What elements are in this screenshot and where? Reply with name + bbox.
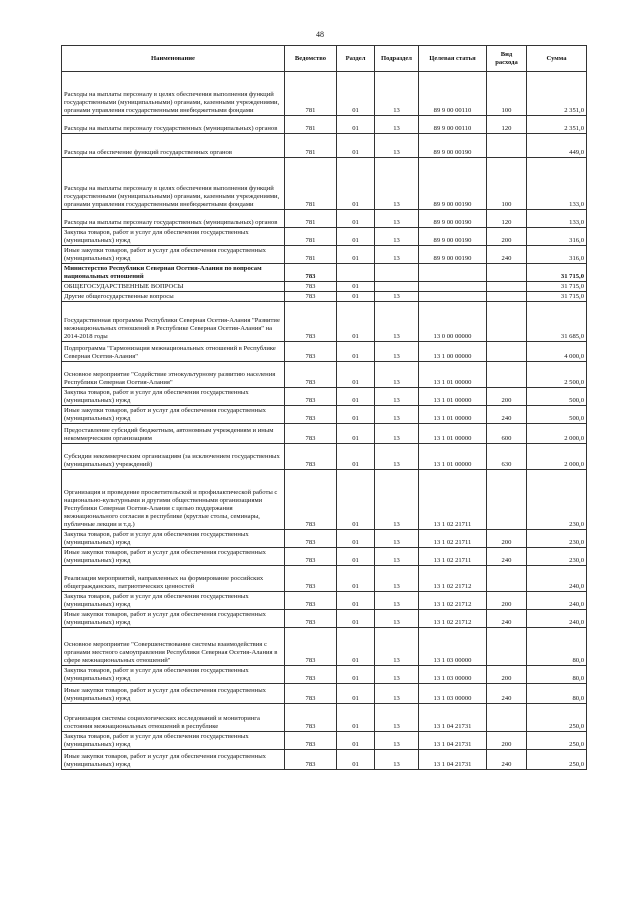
cell-code: 13 1 02 21711	[419, 470, 487, 530]
table-row	[62, 134, 587, 158]
cell-dept: 783	[285, 666, 337, 684]
cell-dept: 783	[285, 566, 337, 592]
cell-vid: 630	[487, 444, 527, 470]
cell-sub: 13	[375, 388, 419, 406]
cell-dept: 783	[285, 530, 337, 548]
cell-sum: 230,0	[527, 470, 587, 530]
cell-sum: 2 351,0	[527, 116, 587, 134]
cell-sum: 31 715,0	[527, 292, 587, 302]
cell-code: 13 1 03 00000	[419, 628, 487, 666]
cell-sum: 240,0	[527, 610, 587, 628]
cell-dept: 783	[285, 264, 337, 282]
cell-dept: 783	[285, 388, 337, 406]
header-dept: Ведомство	[285, 46, 337, 72]
cell-dept: 781	[285, 134, 337, 158]
cell-sec: 01	[337, 566, 375, 592]
cell-sum: 250,0	[527, 732, 587, 750]
cell-dept: 781	[285, 210, 337, 228]
cell-sum: 133,0	[527, 210, 587, 228]
cell-sub: 13	[375, 592, 419, 610]
cell-code: 13 1 03 00000	[419, 684, 487, 704]
cell-sec: 01	[337, 628, 375, 666]
cell-sum: 316,0	[527, 228, 587, 246]
table-row	[62, 530, 587, 548]
cell-dept: 783	[285, 548, 337, 566]
cell-sub: 13	[375, 732, 419, 750]
cell-sum: 449,0	[527, 134, 587, 158]
cell-vid: 200	[487, 592, 527, 610]
cell-sec: 01	[337, 470, 375, 530]
table-row	[62, 684, 587, 704]
table-row	[62, 548, 587, 566]
cell-vid	[487, 628, 527, 666]
header-name: Наименование	[62, 46, 285, 72]
cell-dept: 781	[285, 246, 337, 264]
cell-vid: 100	[487, 158, 527, 210]
cell-vid: 120	[487, 116, 527, 134]
cell-vid: 240	[487, 610, 527, 628]
cell-code: 89 9 00 00110	[419, 72, 487, 116]
table-row	[62, 292, 587, 302]
cell-sub: 13	[375, 548, 419, 566]
cell-sub: 13	[375, 302, 419, 342]
cell-sum: 250,0	[527, 704, 587, 732]
table-row	[62, 388, 587, 406]
cell-code: 89 9 00 00190	[419, 134, 487, 158]
cell-sec: 01	[337, 592, 375, 610]
cell-sec: 01	[337, 362, 375, 388]
cell-sec: 01	[337, 302, 375, 342]
cell-sub: 13	[375, 342, 419, 362]
cell-name: Иные закупки товаров, работ и услуг для обеспечения государственных (муниципальных) нужд	[62, 610, 285, 628]
cell-name: Организация и проведение просветительской и профилактической работы с национально-культурными и другими общественными организациями Республики Северная Осетия-Алания с целью поддержания межнационального согласия в республике (круглые столы, семинары, публичные лекции и т.д.)	[62, 470, 285, 530]
cell-vid: 240	[487, 548, 527, 566]
cell-code: 89 9 00 00190	[419, 210, 487, 228]
cell-sec: 01	[337, 610, 375, 628]
cell-sum: 2 000,0	[527, 444, 587, 470]
cell-dept: 781	[285, 228, 337, 246]
cell-sub: 13	[375, 362, 419, 388]
cell-sub: 13	[375, 628, 419, 666]
cell-name: Закупка товаров, работ и услуг для обеспечения государственных (муниципальных) нужд	[62, 732, 285, 750]
cell-code: 13 1 01 00000	[419, 388, 487, 406]
cell-sub: 13	[375, 444, 419, 470]
cell-vid: 200	[487, 666, 527, 684]
cell-name: Закупка товаров, работ и услуг для обеспечения государственных (муниципальных) нужд	[62, 592, 285, 610]
cell-name: Основное мероприятие "Совершенствование системы взаимодействия с органами местного самоуправления Республики Северная Осетия-Алания в сфере межнациональных отношений"	[62, 628, 285, 666]
cell-code: 13 1 02 21711	[419, 548, 487, 566]
cell-sub: 13	[375, 134, 419, 158]
cell-sum: 31 715,0	[527, 264, 587, 282]
cell-vid	[487, 704, 527, 732]
cell-sec: 01	[337, 406, 375, 424]
cell-sec: 01	[337, 134, 375, 158]
cell-code	[419, 282, 487, 292]
cell-vid: 100	[487, 72, 527, 116]
cell-dept: 783	[285, 470, 337, 530]
cell-sum: 31 685,0	[527, 302, 587, 342]
table-body	[62, 72, 587, 770]
header-subsection: Подраздел	[375, 46, 419, 72]
cell-sub: 13	[375, 424, 419, 444]
cell-sub: 13	[375, 704, 419, 732]
cell-name: Расходы на выплаты персоналу государственных (муниципальных) органов	[62, 116, 285, 134]
cell-dept: 783	[285, 732, 337, 750]
cell-code: 13 1 01 00000	[419, 424, 487, 444]
table-row	[62, 424, 587, 444]
table-row	[62, 282, 587, 292]
cell-vid	[487, 470, 527, 530]
cell-dept: 781	[285, 158, 337, 210]
cell-dept: 783	[285, 444, 337, 470]
cell-code: 89 9 00 00110	[419, 116, 487, 134]
cell-name: Закупка товаров, работ и услуг для обеспечения государственных (муниципальных) нужд	[62, 530, 285, 548]
cell-sum: 230,0	[527, 548, 587, 566]
cell-name: Иные закупки товаров, работ и услуг для обеспечения государственных (муниципальных) нужд	[62, 406, 285, 424]
table-row	[62, 704, 587, 732]
cell-vid: 200	[487, 732, 527, 750]
cell-sec: 01	[337, 666, 375, 684]
cell-dept: 783	[285, 592, 337, 610]
cell-sec: 01	[337, 158, 375, 210]
cell-sum: 2 500,0	[527, 362, 587, 388]
table-row	[62, 592, 587, 610]
table-row	[62, 158, 587, 210]
cell-code: 89 9 00 00190	[419, 246, 487, 264]
cell-vid	[487, 362, 527, 388]
cell-sub: 13	[375, 530, 419, 548]
cell-sum: 4 000,0	[527, 342, 587, 362]
cell-vid: 200	[487, 530, 527, 548]
cell-name: Расходы на обеспечение функций государственных органов	[62, 134, 285, 158]
cell-name: Другие общегосударственные вопросы	[62, 292, 285, 302]
table-row	[62, 444, 587, 470]
cell-code: 13 1 01 00000	[419, 406, 487, 424]
cell-vid	[487, 282, 527, 292]
cell-sec: 01	[337, 704, 375, 732]
table-row	[62, 342, 587, 362]
cell-code: 13 1 02 21712	[419, 566, 487, 592]
cell-name: Субсидии некоммерческим организациям (за исключением государственных (муниципальных) учреждений)	[62, 444, 285, 470]
cell-sub: 13	[375, 246, 419, 264]
cell-dept: 783	[285, 406, 337, 424]
cell-sum: 133,0	[527, 158, 587, 210]
cell-dept: 783	[285, 282, 337, 292]
cell-sum: 500,0	[527, 406, 587, 424]
cell-sub: 13	[375, 72, 419, 116]
cell-sub: 13	[375, 566, 419, 592]
cell-code: 13 1 04 21731	[419, 750, 487, 770]
cell-sec: 01	[337, 210, 375, 228]
header-type: Вид расхода	[487, 46, 527, 72]
cell-sec: 01	[337, 732, 375, 750]
cell-code: 13 1 00 00000	[419, 342, 487, 362]
cell-sec	[337, 264, 375, 282]
table-row	[62, 72, 587, 116]
cell-sub: 13	[375, 750, 419, 770]
cell-sec: 01	[337, 548, 375, 566]
cell-sum: 250,0	[527, 750, 587, 770]
cell-name: Закупка товаров, работ и услуг для обеспечения государственных (муниципальных) нужд	[62, 666, 285, 684]
cell-code: 13 1 02 21712	[419, 592, 487, 610]
cell-sec: 01	[337, 684, 375, 704]
cell-dept: 783	[285, 424, 337, 444]
cell-name: Реализация мероприятий, направленных на формирование российских общегражданских, патриотических ценностей	[62, 566, 285, 592]
cell-sub: 13	[375, 470, 419, 530]
cell-vid: 120	[487, 210, 527, 228]
table-row	[62, 610, 587, 628]
cell-sub: 13	[375, 684, 419, 704]
cell-sec: 01	[337, 116, 375, 134]
cell-sub	[375, 264, 419, 282]
cell-name: Подпрограмма "Гармонизация межнациональных отношений в Республике Северная Осетия-Алания"	[62, 342, 285, 362]
cell-sum: 240,0	[527, 592, 587, 610]
budget-table	[61, 45, 587, 770]
cell-name: Министерство Республики Северная Осетия-Алания по вопросам национальных отношений	[62, 264, 285, 282]
cell-code	[419, 264, 487, 282]
cell-sum: 80,0	[527, 666, 587, 684]
cell-sub: 13	[375, 610, 419, 628]
cell-vid: 200	[487, 388, 527, 406]
cell-sum: 230,0	[527, 530, 587, 548]
cell-sec: 01	[337, 750, 375, 770]
cell-name: Государственная программа Республики Северная Осетия-Алания "Развитие межнациональных отношений в Республике Северная Осетия-Алания" на 2014-2018 годы	[62, 302, 285, 342]
cell-name: Расходы на выплаты персоналу государственных (муниципальных) органов	[62, 210, 285, 228]
cell-name: Основное мероприятие "Содействие этнокультурному развитию населения Республики Северная Осетия-Алания"	[62, 362, 285, 388]
cell-sub: 13	[375, 210, 419, 228]
cell-code: 13 0 00 00000	[419, 302, 487, 342]
table-row	[62, 470, 587, 530]
table-row	[62, 750, 587, 770]
cell-sec: 01	[337, 444, 375, 470]
cell-sub: 13	[375, 158, 419, 210]
cell-dept: 783	[285, 302, 337, 342]
cell-name: Расходы на выплаты персоналу в целях обеспечения выполнения функций государственными (муниципальными) органами, казенными учреждениями, органами управления государственными внебюджетными фондами	[62, 72, 285, 116]
table-row	[62, 628, 587, 666]
cell-dept: 783	[285, 342, 337, 362]
table-row	[62, 210, 587, 228]
cell-sec: 01	[337, 342, 375, 362]
table-row	[62, 362, 587, 388]
cell-code: 13 1 04 21731	[419, 732, 487, 750]
cell-sec: 01	[337, 246, 375, 264]
cell-code: 89 9 00 00190	[419, 228, 487, 246]
cell-vid: 240	[487, 684, 527, 704]
cell-name: Иные закупки товаров, работ и услуг для обеспечения государственных (муниципальных) нужд	[62, 684, 285, 704]
cell-vid	[487, 342, 527, 362]
table-row	[62, 116, 587, 134]
cell-name: Иные закупки товаров, работ и услуг для обеспечения государственных (муниципальных) нужд	[62, 246, 285, 264]
cell-sub: 13	[375, 666, 419, 684]
cell-sec: 01	[337, 72, 375, 116]
header-sum: Сумма	[527, 46, 587, 72]
cell-vid: 240	[487, 750, 527, 770]
table-row	[62, 264, 587, 282]
cell-name: Закупка товаров, работ и услуг для обеспечения государственных (муниципальных) нужд	[62, 228, 285, 246]
cell-dept: 783	[285, 628, 337, 666]
cell-sub: 13	[375, 292, 419, 302]
cell-sum: 80,0	[527, 684, 587, 704]
cell-code: 13 1 01 00000	[419, 362, 487, 388]
table-row	[62, 228, 587, 246]
cell-name: Организация системы социологических исследований и мониторинга состояния межнациональных отношений в республике	[62, 704, 285, 732]
cell-sum: 2 000,0	[527, 424, 587, 444]
cell-code: 13 1 02 21712	[419, 610, 487, 628]
cell-dept: 783	[285, 292, 337, 302]
cell-vid	[487, 566, 527, 592]
cell-code: 13 1 03 00000	[419, 666, 487, 684]
cell-name: Расходы на выплаты персоналу в целях обеспечения выполнения функций государственными (муниципальными) органами, казенными учреждениями, органами управления государственными внебюджетными фондами	[62, 158, 285, 210]
cell-name: Предоставление субсидий бюджетным, автономным учреждениям и иным некоммерческим организациям	[62, 424, 285, 444]
cell-vid	[487, 264, 527, 282]
table-row	[62, 246, 587, 264]
cell-code: 13 1 04 21731	[419, 704, 487, 732]
cell-dept: 781	[285, 72, 337, 116]
table-row	[62, 666, 587, 684]
cell-sec: 01	[337, 282, 375, 292]
cell-code: 13 1 02 21711	[419, 530, 487, 548]
cell-sec: 01	[337, 530, 375, 548]
cell-sum: 240,0	[527, 566, 587, 592]
cell-sub: 13	[375, 116, 419, 134]
cell-vid: 600	[487, 424, 527, 444]
cell-name: Закупка товаров, работ и услуг для обеспечения государственных (муниципальных) нужд	[62, 388, 285, 406]
cell-name: Иные закупки товаров, работ и услуг для обеспечения государственных (муниципальных) нужд	[62, 548, 285, 566]
cell-sub: 13	[375, 406, 419, 424]
cell-name: ОБЩЕГОСУДАРСТВЕННЫЕ ВОПРОСЫ	[62, 282, 285, 292]
cell-sum: 500,0	[527, 388, 587, 406]
cell-sub: 13	[375, 228, 419, 246]
cell-vid: 240	[487, 246, 527, 264]
page-number: 48	[316, 30, 324, 39]
cell-code: 89 9 00 00190	[419, 158, 487, 210]
cell-sum: 31 715,0	[527, 282, 587, 292]
cell-vid	[487, 134, 527, 158]
header-section: Раздел	[337, 46, 375, 72]
table-row	[62, 566, 587, 592]
cell-vid	[487, 302, 527, 342]
cell-sec: 01	[337, 424, 375, 444]
cell-sec: 01	[337, 228, 375, 246]
table-row	[62, 406, 587, 424]
cell-sum: 80,0	[527, 628, 587, 666]
cell-code: 13 1 01 00000	[419, 444, 487, 470]
cell-sub	[375, 282, 419, 292]
cell-code	[419, 292, 487, 302]
cell-vid: 200	[487, 228, 527, 246]
table-row	[62, 302, 587, 342]
cell-vid	[487, 292, 527, 302]
cell-sum: 316,0	[527, 246, 587, 264]
header-target: Целевая статья	[419, 46, 487, 72]
cell-dept: 783	[285, 362, 337, 388]
table-row	[62, 732, 587, 750]
cell-name: Иные закупки товаров, работ и услуг для обеспечения государственных (муниципальных) нужд	[62, 750, 285, 770]
cell-sum: 2 351,0	[527, 72, 587, 116]
cell-sec: 01	[337, 292, 375, 302]
cell-vid: 240	[487, 406, 527, 424]
cell-dept: 781	[285, 116, 337, 134]
cell-dept: 783	[285, 610, 337, 628]
cell-dept: 783	[285, 684, 337, 704]
table-header-row	[62, 46, 587, 72]
cell-dept: 783	[285, 704, 337, 732]
cell-dept: 783	[285, 750, 337, 770]
cell-sec: 01	[337, 388, 375, 406]
